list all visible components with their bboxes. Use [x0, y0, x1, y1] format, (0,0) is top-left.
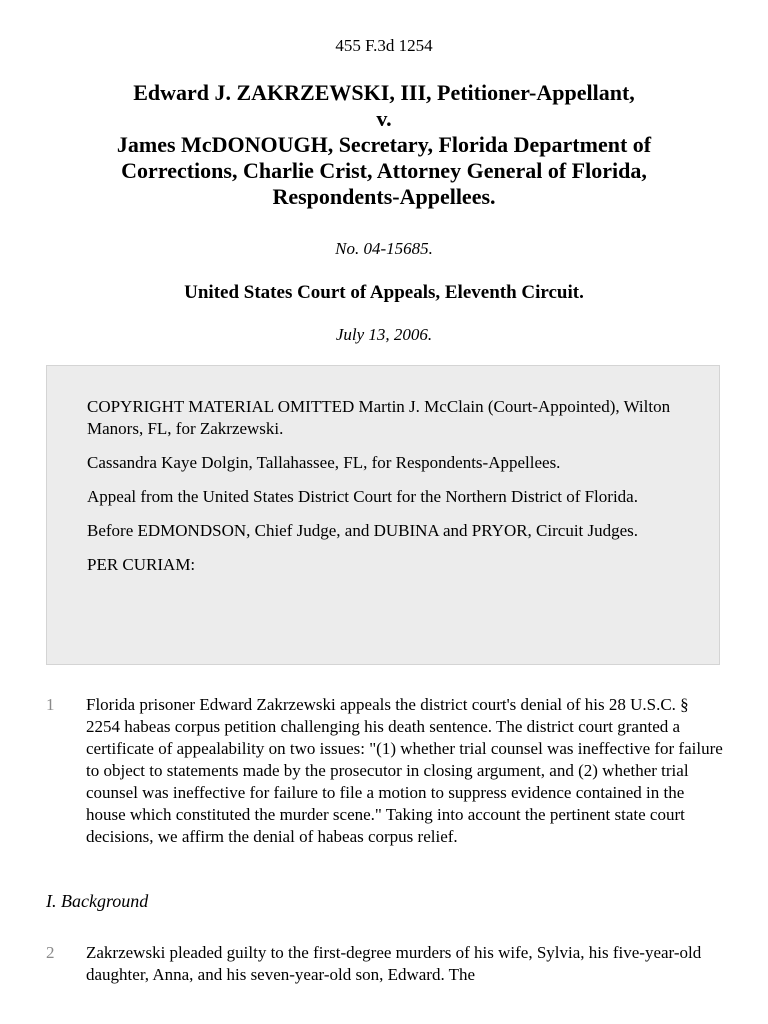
paragraph: [46, 942, 726, 986]
caption-versus: v.: [376, 106, 392, 131]
paragraph-number: 1: [46, 695, 55, 714]
decision-date: July 13, 2006.: [335, 325, 433, 344]
paragraph-number: 2: [46, 943, 55, 962]
caption-respondent-line2: Corrections, Charlie Crist, Attorney General of Florida,: [121, 158, 647, 183]
court-name: United States Court of Appeals, Eleventh Circuit.: [184, 282, 584, 303]
counsel-respondent: Cassandra Kaye Dolgin, Tallahassee, FL, for Respondents-Appellees.: [87, 453, 561, 472]
caption-petitioner: Edward J. ZAKRZEWSKI, III, Petitioner-Appellant,: [133, 80, 635, 105]
case-caption: [40, 80, 728, 210]
docket-number: No. 04-15685.: [335, 239, 433, 258]
per-curiam: PER CURIAM:: [87, 555, 196, 574]
section-heading: I. Background: [46, 891, 149, 911]
caption-respondent-line3: Respondents-Appellees.: [272, 184, 496, 209]
caption-respondent-line1: James McDONOUGH, Secretary, Florida Department of: [116, 132, 652, 157]
paragraph-text: Zakrzewski pleaded guilty to the first-degree murders of his wife, Sylvia, his five-year-old daughter, Anna, and his seven-year-old son, Edward. The: [86, 943, 702, 984]
headnote-box: [46, 365, 720, 665]
paragraph-text: Florida prisoner Edward Zakrzewski appeals the district court's denial of his 28 U.S.C. § 2254 habeas corpus petition challenging his death sentence. The district court granted a certificate of appealability on two issues: "(1) whether trial counsel was ineffective for failure to object to statements made by the prosecutor in closing argument, and (2) whether trial counsel was ineffective for failure to file a motion to suppress evidence contained in the house which constituted the murder scene." Taking into account the pertinent state court decisions, we affirm the denial of habeas corpus relief.: [86, 695, 723, 846]
panel: Before EDMONDSON, Chief Judge, and DUBINA and PRYOR, Circuit Judges.: [87, 521, 639, 540]
citation: 455 F.3d 1254: [335, 36, 433, 55]
paragraph: [46, 694, 726, 848]
appeal-from: Appeal from the United States District Court for the Northern District of Florida.: [87, 487, 638, 506]
counsel-petitioner: COPYRIGHT MATERIAL OMITTED Martin J. McClain (Court-Appointed), Wilton Manors, FL, for Zakrzewski.: [87, 397, 671, 438]
